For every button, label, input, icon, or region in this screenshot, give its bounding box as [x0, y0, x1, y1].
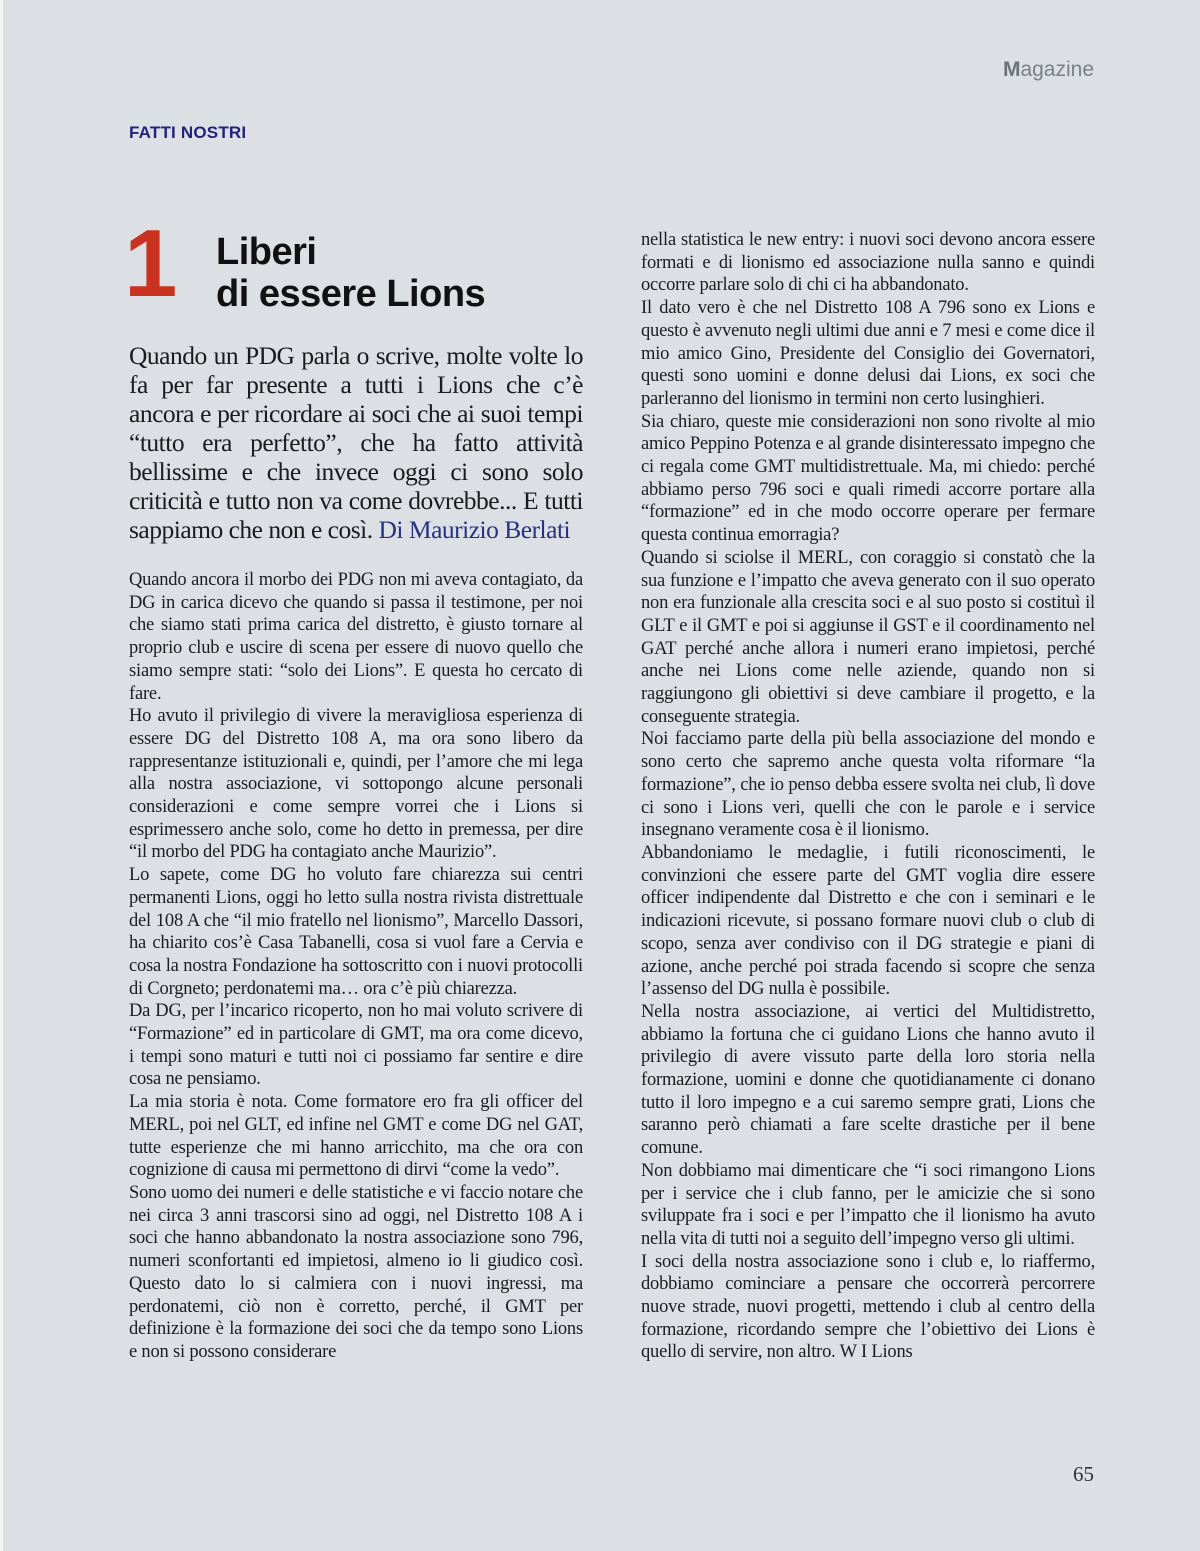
paragraph: nella statistica le new entry: i nuovi soci devono ancora essere formati e di lionismo ed associazione nulla sanno e quindi occorre parlare solo di chi ci ha abbandonato. [641, 230, 1095, 296]
paragraph: Lo sapete, come DG ho voluto fare chiarezza sui centri permanenti Lions, oggi ho letto sulla nostra rivista distrettuale del 108 A che “il mio fratello nel lionismo”, Marcello Dassori, ha chiarito cos’è Casa Tabanelli, cosa si vuol fare a Cervia e cosa la nostra Fondazione ha sottoscritto con i nuovi protocolli di Corgneto; perdonatemi ma… ora c’è più chiarezza. [129, 865, 583, 999]
paragraph: Ho avuto il privilegio di vivere la meravigliosa esperienza di essere DG del Distretto 108 A, ma ora sono libero da rappresentanze istituzionali e, quindi, per l’amore che mi lega alla nostra associazione, vi sottopongo alcune personali considerazioni e come sempre vorrei che i Lions si esprimessero anche solo, come ho detto in premessa, per dire “il morbo del PDG ha contagiato anche Maurizio”. [129, 706, 583, 863]
article-lead [129, 341, 583, 544]
paragraph: Sono uomo dei numeri e delle statistiche e vi faccio notare che nei circa 3 anni trascorsi sino ad oggi, nel Distretto 108 A i soci che hanno abbandonato la nostra associazione sono 796, numeri sconfortanti ed impietosi, almeno io li giudico così. Questo dato lo si calmiera con i nuovi ingressi, ma perdonatemi, ciò non è corretto, perché, il GMT per definizione è la formazione dei soci che da tempo sono Lions e non si possono considerare [129, 1182, 583, 1362]
paragraph: Quando si sciolse il MERL, con coraggio si constatò che la sua funzione e l’impatto che aveva generato con il suo operato non era funzionale alla crescita soci e al suo posto si costituì il GLT e il GMT e poi si aggiunse il GST e il coordinamento nel GAT perché anche allora i numeri erano impietosi, perché anche nei Lions come nelle aziende, quando non si raggiungono gli obiettivi si deve cambiare il progetto, e la conseguente strategia. [641, 547, 1095, 727]
magazine-label-initial: M [1002, 58, 1021, 81]
page-number: 65 [1073, 1462, 1094, 1486]
left-column [129, 569, 583, 1364]
paragraph: I soci della nostra associazione sono i club e, lo riaffermo, dobbiamo cominciare a pensare che occorrerà percorrere nuove strade, nuovi progetti, mettendo i club al centro della formazione, ricordando sempre che l’obiettivo dei Lions è quello di servire, non altro. W I Lions [641, 1251, 1095, 1363]
paragraph: Il dato vero è che nel Distretto 108 A 796 sono ex Lions e questo è avvenuto negli ultimi due anni e 7 mesi e come dice il mio amico Gino, Presidente del Consiglio dei Governatori, questi sono uomini e donne delusi dai Lions, ex soci che parleranno del lionismo in termini non certo lusinghieri. [641, 298, 1095, 409]
right-column [641, 229, 1095, 1364]
page-edge [0, 0, 3, 1551]
section-label: FATTI NOSTRI [129, 123, 247, 142]
paragraph: Quando ancora il morbo dei PDG non mi aveva contagiato, da DG in carica dicevo che quando si passa il testimone, per noi che siamo stati prima carica del distretto, è giusto tornare al proprio club e uscire di scena per essere di nuovo quello che siamo sempre stati: “solo dei Lions”. E questa ho cercato di fare. [129, 570, 583, 704]
paragraph: Non dobbiamo mai dimenticare che “i soci rimangono Lions per i service che i club fanno, per le amicizie che si sono sviluppate fra i soci e per l’impatto che il lionismo ha avuto nella vita di tutti noi a seguito dell’impegno verso gli ultimi. [641, 1160, 1095, 1249]
paragraph: Noi facciamo parte della più bella associazione del mondo e sono certo che sapremo anche questa volta riformare “la formazione”, che io penso debba essere svolta nei club, lì dove ci sono i Lions veri, quelli che con le parole e i service insegnano veramente cosa è il lionismo. [641, 729, 1095, 841]
paragraph: Sia chiaro, queste mie considerazioni non sono rivolte al mio amico Peppino Potenza e al grande disinteressato impegno che ci regala come GMT multidistrettuale. Ma, mi chiedo: perché abbiamo perso 796 soci e quali rimedi accorre portare alla “formazione” ed in che modo occorre operare per fermare questa continua emorragia? [641, 411, 1095, 546]
paragraph: Nella nostra associazione, ai vertici del Multidistretto, abbiamo la fortuna che ci guidano Lions che hanno avuto il privilegio di avere vissuto parte della loro storia nella formazione, uomini e donne che quotidianamente ci donano tutto il loro impegno e a cui saremo sempre grati, Lions che saranno però chiamati a fare scelte drastiche per il bene comune. [641, 1001, 1095, 1159]
magazine-label-rest: agazine [1020, 58, 1094, 81]
paragraph: Da DG, per l’incarico ricoperto, non ho mai voluto scrivere di “Formazione” ed in particolare di GMT, ma ora come dicevo, i tempi sono maturi e tutti noi ci possiamo far sentire e dire cosa ne pensiamo. [129, 1001, 583, 1090]
article-number: 1 [124, 210, 178, 317]
lead-text: Quando un PDG parla o scrive, molte volte lo fa per far presente a tutti i Lions che c’è ancora e per ricordare ai soci che ai suoi tempi “tutto era perfetto”, che ha fatto attività bellissime e che invece oggi ci sono solo criticità e tutto non va come dovrebbe... E tutti sappiamo che non e così. [129, 341, 583, 544]
article-title-line-1: Liberi [216, 231, 317, 273]
author-byline: Di Maurizio Berlati [378, 515, 571, 544]
paragraph: Abbandoniamo le medaglie, i futili riconoscimenti, le convinzioni che essere parte del GMT voglia dire essere officer indipendente dal Distretto e che con i seminari e le indicazioni ricevute, si possano formare nuovi club o club di scopo, senza aver condiviso con il DG strategie e piani di azione, anche perché poi strada facendo si scopre che senza l’assenso del DG nulla è possibile. [641, 842, 1095, 1000]
magazine-label [1003, 58, 1094, 82]
article-title [216, 231, 485, 315]
paragraph: La mia storia è nota. Come formatore ero fra gli officer del MERL, poi nel GLT, ed infine nel GMT e come DG nel GAT, tutte esperienze che mi hanno arricchito, ma che ora con cognizione di causa mi permettono di dirvi “come la vedo”. [129, 1092, 583, 1181]
article-title-line-2: di essere Lions [216, 273, 486, 315]
